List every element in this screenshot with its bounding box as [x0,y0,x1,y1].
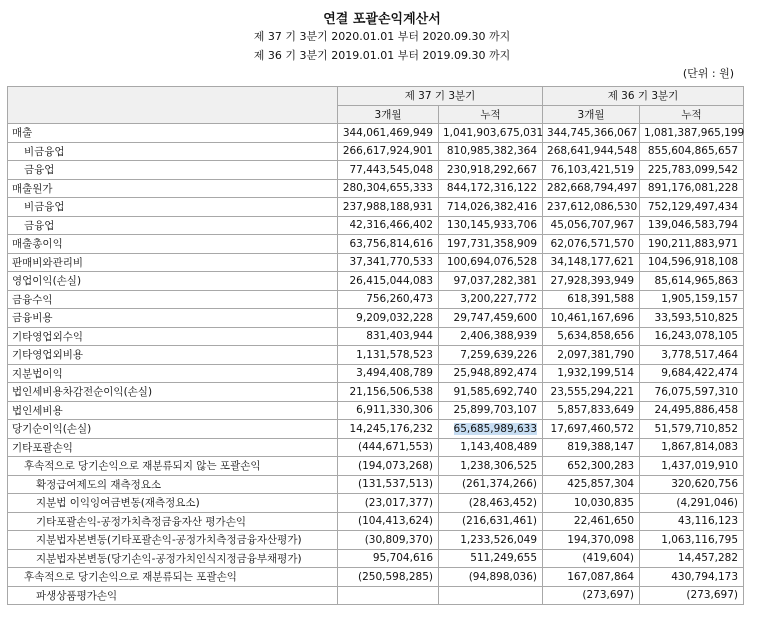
value-cell: 16,243,078,105 [640,327,744,346]
value-cell: 891,176,081,228 [640,179,744,198]
value-cell: 27,928,393,949 [543,272,640,291]
table-row [8,420,744,439]
value-cell [439,586,543,605]
value-cell: 237,612,086,530 [543,198,640,217]
value-cell: 190,211,883,971 [640,235,744,254]
value-cell: 752,129,497,434 [640,198,744,217]
value-cell: 810,985,382,364 [439,142,543,161]
table-row [8,457,744,476]
value-cell: 104,596,918,108 [640,253,744,272]
prior-cumulative-header: 누적 [640,105,744,124]
table-row [8,253,744,272]
row-label: 기타영업외비용 [8,346,338,365]
value-cell: 1,437,019,910 [640,457,744,476]
value-cell: 43,116,123 [640,512,744,531]
value-cell: (4,291,046) [640,494,744,513]
value-cell: 320,620,756 [640,475,744,494]
header-row-periods [8,87,744,106]
value-cell: 266,617,924,901 [338,142,439,161]
current-cumulative-header: 누적 [439,105,543,124]
value-cell: 167,087,864 [543,568,640,587]
value-cell: 268,641,944,548 [543,142,640,161]
value-cell: 1,932,199,514 [543,364,640,383]
table-row [8,161,744,180]
value-cell: (261,374,266) [439,475,543,494]
value-cell: 77,443,545,048 [338,161,439,180]
table-row [8,216,744,235]
current-period-header: 제 37 기 3분기 [338,87,543,106]
table-row [8,309,744,328]
value-cell: 34,148,177,621 [543,253,640,272]
table-row [8,401,744,420]
value-cell: 344,061,469,949 [338,124,439,143]
row-label: 지분법자본변동(기타포괄손익-공정가치측정금융자산평가) [8,531,338,550]
value-cell: 425,857,304 [543,475,640,494]
value-cell: 855,604,865,657 [640,142,744,161]
value-cell: 1,233,526,049 [439,531,543,550]
table-row [8,235,744,254]
value-cell: 3,494,408,789 [338,364,439,383]
value-cell: 225,783,099,542 [640,161,744,180]
value-cell: 42,316,466,402 [338,216,439,235]
value-cell: (131,537,513) [338,475,439,494]
table-row [8,475,744,494]
row-label: 지분법자본변동(당기손익-공정가치인식지정금융부채평가) [8,549,338,568]
value-cell: 91,585,692,740 [439,383,543,402]
value-cell: 9,209,032,228 [338,309,439,328]
value-cell: 100,694,076,528 [439,253,543,272]
value-cell: 194,370,098 [543,531,640,550]
value-cell: 511,249,655 [439,549,543,568]
value-cell: 282,668,794,497 [543,179,640,198]
row-label: 파생상품평가손익 [8,586,338,605]
value-cell: 85,614,965,863 [640,272,744,291]
value-cell: 139,046,583,794 [640,216,744,235]
table-row [8,531,744,550]
label-column-header [8,87,338,124]
value-cell: 197,731,358,909 [439,235,543,254]
value-cell: (194,073,268) [338,457,439,476]
prior-three-months-header: 3개월 [543,105,640,124]
value-cell: 26,415,044,083 [338,272,439,291]
value-cell: 10,030,835 [543,494,640,513]
value-cell: 618,391,588 [543,290,640,309]
table-row [8,290,744,309]
statement-title: 연결 포괄손익계산서 [323,12,441,27]
current-period-line: 제 37 기 3분기 2020.01.01 부터 2020.09.30 까지 [253,30,511,43]
value-cell: 3,200,227,772 [439,290,543,309]
table-row [8,512,744,531]
value-cell: 24,495,886,458 [640,401,744,420]
value-cell: (444,671,553) [338,438,439,457]
row-label: 비금융업 [8,142,338,161]
row-label: 금융수익 [8,290,338,309]
value-cell: 844,172,316,122 [439,179,543,198]
value-cell: 6,911,330,306 [338,401,439,420]
value-cell: (94,898,036) [439,568,543,587]
row-label: 법인세비용 [8,401,338,420]
value-cell: 1,867,814,083 [640,438,744,457]
value-cell: (273,697) [640,586,744,605]
value-cell: 1,238,306,525 [439,457,543,476]
table-row [8,568,744,587]
value-cell: 76,103,421,519 [543,161,640,180]
row-label: 매출 [8,124,338,143]
row-label: 금융업 [8,216,338,235]
value-cell: 2,406,388,939 [439,327,543,346]
current-three-months-header: 3개월 [338,105,439,124]
value-cell: 756,260,473 [338,290,439,309]
value-cell: 1,905,159,157 [640,290,744,309]
value-cell: (273,697) [543,586,640,605]
value-cell: 7,259,639,226 [439,346,543,365]
unit-label: (단위 : 원) [682,67,734,80]
value-cell: 14,457,282 [640,549,744,568]
value-cell: 1,063,116,795 [640,531,744,550]
value-cell: 63,756,814,616 [338,235,439,254]
value-cell: 95,704,616 [338,549,439,568]
value-cell: 130,145,933,706 [439,216,543,235]
prior-period-header: 제 36 기 3분기 [543,87,744,106]
value-cell: (104,413,624) [338,512,439,531]
row-label: 확정급여제도의 재측정요소 [8,475,338,494]
value-cell: (28,463,452) [439,494,543,513]
row-label: 후속적으로 당기손익으로 재분류되지 않는 포괄손익 [8,457,338,476]
table-row [8,327,744,346]
value-cell: (216,631,461) [439,512,543,531]
row-label: 기타포괄손익 [8,438,338,457]
value-cell: 1,041,903,675,031 [439,124,543,143]
value-cell: 17,697,460,572 [543,420,640,439]
row-label: 지분법이익 [8,364,338,383]
table-row [8,383,744,402]
row-label: 법인세비용차감전순이익(손실) [8,383,338,402]
table-row [8,438,744,457]
row-label: 기타포괄손익-공정가치측정금융자산 평가손익 [8,512,338,531]
value-cell: 22,461,650 [543,512,640,531]
table-row [8,198,744,217]
value-cell: 819,388,147 [543,438,640,457]
table-row [8,142,744,161]
row-label: 매출원가 [8,179,338,198]
table-row [8,364,744,383]
row-label: 금융비용 [8,309,338,328]
value-cell: (250,598,285) [338,568,439,587]
value-cell [338,586,439,605]
value-cell: 97,037,282,381 [439,272,543,291]
value-cell: 1,081,387,965,199 [640,124,744,143]
value-cell: 1,131,578,523 [338,346,439,365]
value-cell: 652,300,283 [543,457,640,476]
table-row [8,179,744,198]
value-cell: (30,809,370) [338,531,439,550]
table-row [8,586,744,605]
value-cell: 237,988,188,931 [338,198,439,217]
row-label: 기타영업외수익 [8,327,338,346]
value-cell: 5,634,858,656 [543,327,640,346]
row-label: 비금융업 [8,198,338,217]
value-cell: 23,555,294,221 [543,383,640,402]
value-cell: 10,461,167,696 [543,309,640,328]
value-cell: (419,604) [543,549,640,568]
value-cell [439,420,543,439]
row-label: 영업이익(손실) [8,272,338,291]
table-row [8,494,744,513]
row-label: 당기순이익(손실) [8,420,338,439]
statement-body [8,124,744,605]
table-row [8,549,744,568]
value-cell: 9,684,422,474 [640,364,744,383]
value-cell: 230,918,292,667 [439,161,543,180]
value-cell: 5,857,833,649 [543,401,640,420]
value-cell: 25,948,892,474 [439,364,543,383]
value-cell: 3,778,517,464 [640,346,744,365]
value-cell: 51,579,710,852 [640,420,744,439]
table-row [8,346,744,365]
table-row [8,272,744,291]
value-cell: 430,794,173 [640,568,744,587]
value-cell: 14,245,176,232 [338,420,439,439]
value-cell: 62,076,571,570 [543,235,640,254]
selected-text-highlight[interactable]: 65,685,989,633 [453,422,538,435]
income-statement-table [7,86,744,605]
row-label: 지분법 이익잉여금변동(재측정요소) [8,494,338,513]
value-cell: 21,156,506,538 [338,383,439,402]
value-cell: 280,304,655,333 [338,179,439,198]
row-label: 금융업 [8,161,338,180]
value-cell: 33,593,510,825 [640,309,744,328]
row-label: 판매비와관리비 [8,253,338,272]
value-cell: 25,899,703,107 [439,401,543,420]
prior-period-line: 제 36 기 3분기 2019.01.01 부터 2019.09.30 까지 [253,49,511,62]
table-row [8,124,744,143]
row-label: 매출총이익 [8,235,338,254]
value-cell: 1,143,408,489 [439,438,543,457]
value-cell: 344,745,366,067 [543,124,640,143]
value-cell: (23,017,377) [338,494,439,513]
value-cell: 2,097,381,790 [543,346,640,365]
value-cell: 714,026,382,416 [439,198,543,217]
value-cell: 45,056,707,967 [543,216,640,235]
value-cell: 76,075,597,310 [640,383,744,402]
value-cell: 29,747,459,600 [439,309,543,328]
value-cell: 37,341,770,533 [338,253,439,272]
value-cell: 831,403,944 [338,327,439,346]
row-label: 후속적으로 당기손익으로 재분류되는 포괄손익 [8,568,338,587]
